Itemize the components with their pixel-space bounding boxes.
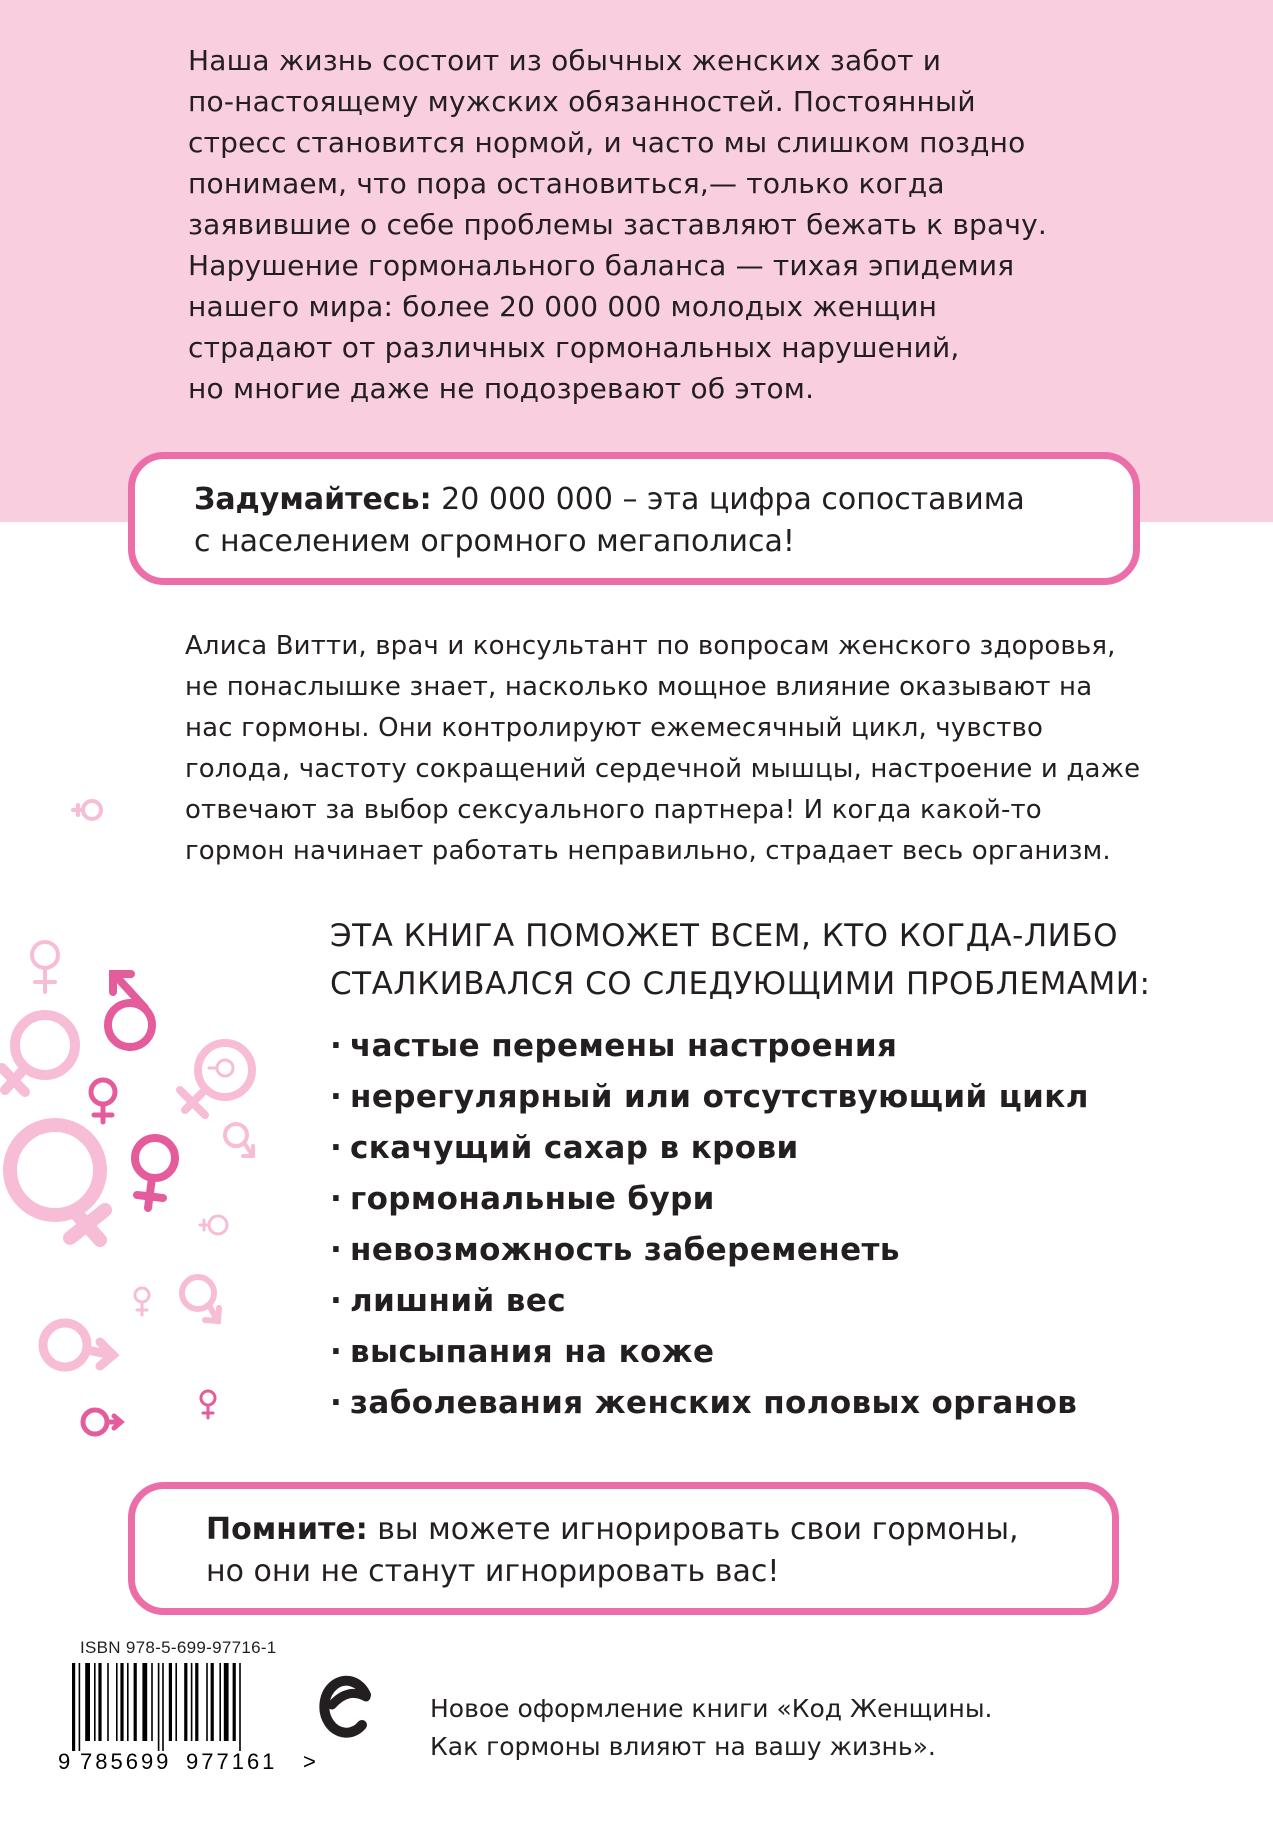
- barcode-bar: [233, 1663, 236, 1741]
- venus-symbol-icon: [180, 1043, 252, 1115]
- intro-line: заявившие о себе проблемы заставляют бежать к врачу.: [188, 208, 1047, 241]
- mars-symbol-icon: [182, 1277, 219, 1321]
- bullet: ·: [330, 1385, 343, 1421]
- barcode-bar: [158, 1663, 160, 1751]
- problem-text: заболевания женских половых органов: [350, 1385, 1078, 1421]
- list-item: [330, 1072, 1089, 1123]
- heading-line1: ЭТА КНИГА ПОМОЖЕТ ВСЕМ, КТО КОГДА-ЛИБО: [330, 918, 1118, 954]
- bio-line: голода, частоту сокращений сердечной мышцы, настроение и даже: [185, 754, 1141, 784]
- barcode-bar: [116, 1663, 118, 1741]
- problem-text: высыпания на коже: [350, 1334, 715, 1370]
- gender-symbols-decoration: [0, 770, 300, 1470]
- edition-note: [430, 1690, 1150, 1766]
- barcode-bar: [184, 1663, 187, 1741]
- barcode-bar: [169, 1663, 172, 1741]
- venus-symbol-icon: [201, 1391, 215, 1418]
- list-item: [330, 1378, 1089, 1429]
- barcode-bar: [98, 1663, 101, 1741]
- edition-note-line1: Новое оформление книги «Код Женщины.: [430, 1694, 993, 1723]
- bullet: ·: [330, 1283, 343, 1319]
- problem-text: нерегулярный или отсутствующий цикл: [350, 1079, 1089, 1115]
- barcode-bar: [239, 1663, 241, 1751]
- mars-symbol-icon: [225, 1124, 253, 1156]
- intro-line: Нарушение гормонального баланса — тихая эпидемия: [188, 249, 1015, 282]
- remember-callout-label: Помните:: [206, 1512, 368, 1547]
- barcode-bar: [211, 1663, 214, 1741]
- barcode-bar: [134, 1663, 137, 1741]
- barcode-bar: [195, 1663, 198, 1741]
- barcode-bar: [224, 1663, 229, 1741]
- barcode-bar: [162, 1663, 164, 1751]
- think-callout-text: 20 000 000 – эта цифра сопоставима: [431, 482, 1025, 517]
- heading-line2: СТАЛКИВАЛСЯ СО СЛЕДУЮЩИМИ ПРОБЛЕМАМИ:: [330, 966, 1151, 1002]
- mars-symbol-icon: [83, 1410, 121, 1434]
- problem-text: гормональные бури: [350, 1181, 715, 1217]
- problem-text: скачущий сахар в крови: [350, 1130, 799, 1166]
- publisher-logo-icon: [318, 1665, 374, 1741]
- venus-symbol-icon: [91, 1080, 115, 1122]
- bio-line: отвечают за выбор сексуального партнера! И когда какой-то: [185, 795, 1042, 825]
- barcode-bar: [107, 1663, 109, 1741]
- barcode-right-digits: 977161: [186, 1749, 278, 1771]
- venus-symbol-icon: [10, 1125, 105, 1240]
- venus-symbol-icon: [32, 942, 58, 992]
- bullet: ·: [330, 1181, 343, 1217]
- barcode-end-mark: >: [303, 1749, 316, 1771]
- problems-list: [330, 1021, 1089, 1429]
- barcode-left-digits: 785699: [80, 1749, 172, 1771]
- edition-note-line2: Как гормоны влияют на вашу жизнь».: [430, 1732, 936, 1761]
- barcode-icon: [58, 1663, 323, 1771]
- barcode-bar: [175, 1663, 177, 1741]
- intro-line: по-настоящему мужских обязанностей. Постоянный: [188, 85, 976, 118]
- intro-line: стресс становится нормой, и часто мы слишком поздно: [188, 126, 1026, 159]
- think-callout: [128, 452, 1140, 585]
- problem-text: невозможность забеременеть: [350, 1232, 900, 1268]
- list-item: [330, 1225, 1089, 1276]
- venus-symbol-icon: [135, 1138, 175, 1208]
- venus-symbol-icon: [73, 801, 101, 819]
- barcode-bar: [191, 1663, 193, 1741]
- list-item: [330, 1123, 1089, 1174]
- bio-line: Алиса Витти, врач и консультант по вопросам женского здоровья,: [185, 631, 1116, 661]
- problem-text: лишний вес: [350, 1283, 567, 1319]
- intro-line: страдают от различных гормональных нарушений,: [188, 331, 960, 364]
- barcode-first-digit: 9: [58, 1749, 71, 1771]
- bullet: ·: [330, 1232, 343, 1268]
- intro-line: понимаем, что пора остановиться,— только когда: [188, 167, 945, 200]
- remember-callout-line1: [206, 1509, 1112, 1551]
- list-item: [330, 1327, 1089, 1378]
- intro-line: но многие даже не подозревают об этом.: [188, 372, 815, 405]
- barcode-bar: [151, 1663, 153, 1741]
- bullet: ·: [330, 1079, 343, 1115]
- list-item: [330, 1276, 1089, 1327]
- bio-line: нас гормоны. Они контролируют ежемесячный цикл, чувство: [185, 713, 1044, 743]
- problems-heading: [330, 912, 1230, 1008]
- barcode-bar: [94, 1663, 96, 1741]
- barcode-bar: [206, 1663, 208, 1741]
- intro-text: [188, 40, 1148, 409]
- remember-callout-line2: но они не станут игнорировать вас!: [206, 1554, 780, 1589]
- isbn-number: ISBN 978-5-699-97716-1: [80, 1638, 277, 1657]
- barcode-bar: [85, 1663, 90, 1741]
- bullet: ·: [330, 1028, 343, 1064]
- barcode-bar: [142, 1663, 147, 1741]
- barcode-bar: [79, 1663, 81, 1751]
- list-item: [330, 1174, 1089, 1225]
- venus-symbol-icon: [135, 1288, 149, 1315]
- intro-line: Наша жизнь состоит из обычных женских забот и: [188, 44, 942, 77]
- bullet: ·: [330, 1130, 343, 1166]
- venus-symbol-icon: [209, 1060, 233, 1076]
- bullet: ·: [330, 1334, 343, 1370]
- remember-callout-text: вы можете игнорировать свои гормоны,: [367, 1512, 1019, 1547]
- venus-symbol-icon: [2, 1015, 75, 1092]
- bio-line: гормон начинает работать неправильно, страдает весь организм.: [185, 836, 1111, 866]
- intro-line: нашего мира: более 20 000 000 молодых женщин: [188, 290, 938, 323]
- problem-text: частые перемены настроения: [350, 1028, 898, 1064]
- list-item: [330, 1021, 1089, 1072]
- mars-symbol-icon: [108, 974, 152, 1047]
- remember-callout: [128, 1482, 1119, 1615]
- barcode-bar: [127, 1663, 129, 1741]
- barcode-bar: [120, 1663, 123, 1741]
- bio-line: не понаслышке знает, насколько мощное влияние оказывают на: [185, 672, 1093, 702]
- think-callout-label: Задумайтесь:: [194, 482, 432, 517]
- author-bio: [185, 626, 1165, 872]
- mars-symbol-icon: [43, 1323, 113, 1367]
- think-callout-line2: с населением огромного мегаполиса!: [194, 524, 795, 559]
- think-callout-line1: [194, 479, 1133, 521]
- barcode-bar: [72, 1663, 75, 1751]
- venus-symbol-icon: [200, 1216, 227, 1234]
- barcode-bar: [219, 1663, 221, 1741]
